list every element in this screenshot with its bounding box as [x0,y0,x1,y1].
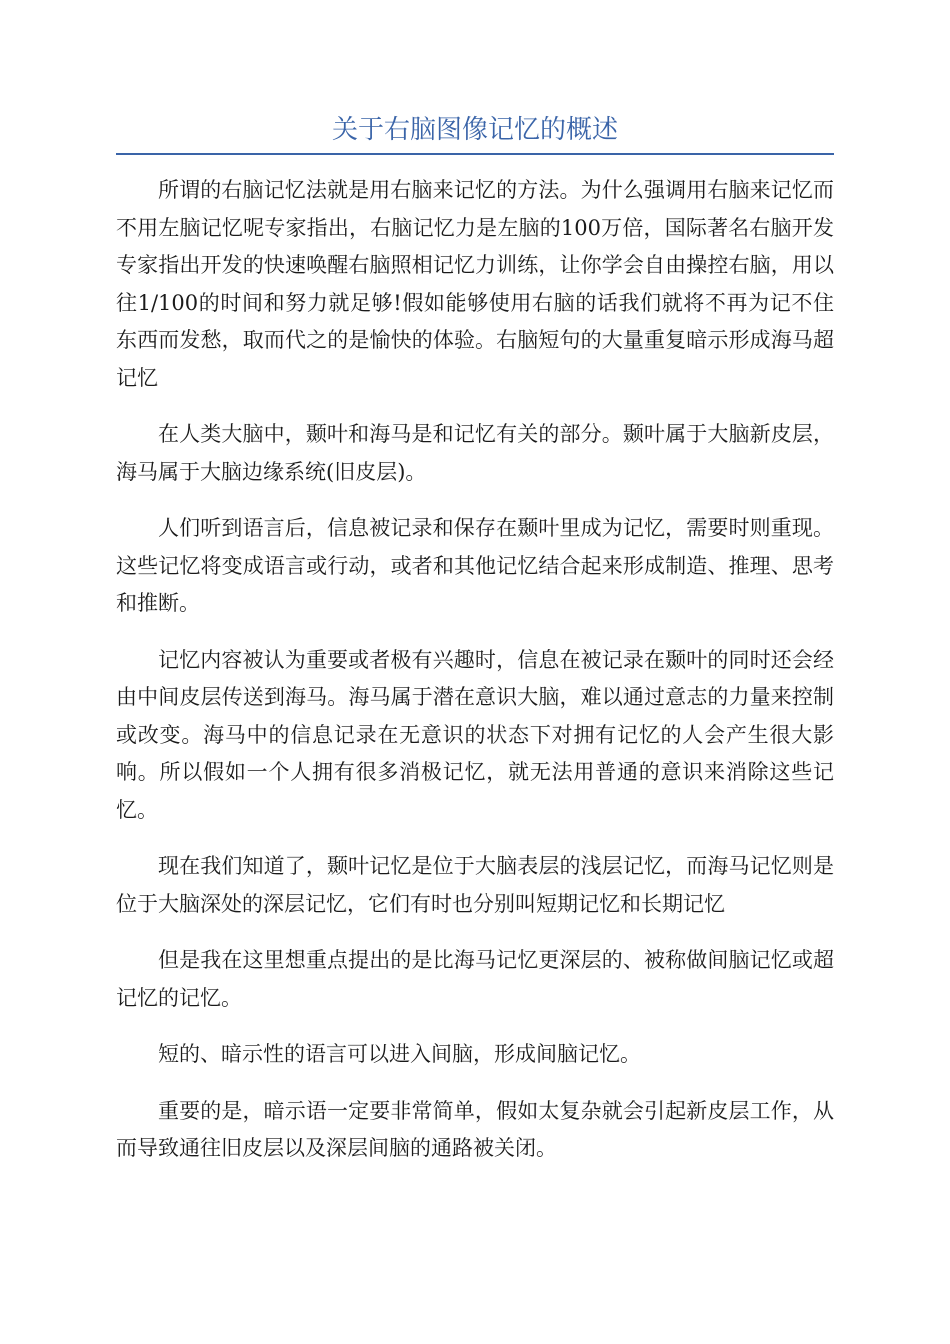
paragraph-6: 但是我在这里想重点提出的是比海马记忆更深层的、被称做间脑记忆或超记忆的记忆。 [116,948,834,1010]
title-underline [116,153,834,155]
document-body [116,172,834,1187]
paragraph-1: 所谓的右脑记忆法就是用右脑来记忆的方法。为什么强调用右脑来记忆而不用左脑记忆呢专家指出，右脑记忆力是左脑的100万倍，国际著名右脑开发专家指出开发的快速唤醒右脑照相记忆力训练，让你学会自由操控右脑，用以往1/100的时间和努力就足够!假如能够使用右脑的话我们就将不再为记不住东西而发愁，取而代之的是愉快的体验。右脑短句的大量重复暗示形成海马超记忆 [116,178,834,390]
paragraph-2: 在人类大脑中，颞叶和海马是和记忆有关的部分。颞叶属于大脑新皮层，海马属于大脑边缘系统(旧皮层)。 [116,422,834,484]
paragraph-4: 记忆内容被认为重要或者极有兴趣时，信息在被记录在颞叶的同时还会经由中间皮层传送到海马。海马属于潜在意识大脑，难以通过意志的力量来控制或改变。海马中的信息记录在无意识的状态下对拥有记忆的人会产生很大影响。所以假如一个人拥有很多消极记忆，就无法用普通的意识来消除这些记忆。 [116,647,834,822]
paragraph-5: 现在我们知道了，颞叶记忆是位于大脑表层的浅层记忆，而海马记忆则是位于大脑深处的深层记忆，它们有时也分别叫短期记忆和长期记忆 [116,854,834,916]
paragraph-3: 人们听到语言后，信息被记录和保存在颞叶里成为记忆，需要时则重现。这些记忆将变成语言或行动，或者和其他记忆结合起来形成制造、推理、思考和推断。 [116,516,834,615]
paragraph-7: 短的、暗示性的语言可以进入间脑，形成间脑记忆。 [158,1042,641,1066]
paragraph-8: 重要的是，暗示语一定要非常简单，假如太复杂就会引起新皮层工作，从而导致通往旧皮层以及深层间脑的通路被关闭。 [116,1098,834,1160]
document-title: 关于右脑图像记忆的概述 [331,115,618,145]
